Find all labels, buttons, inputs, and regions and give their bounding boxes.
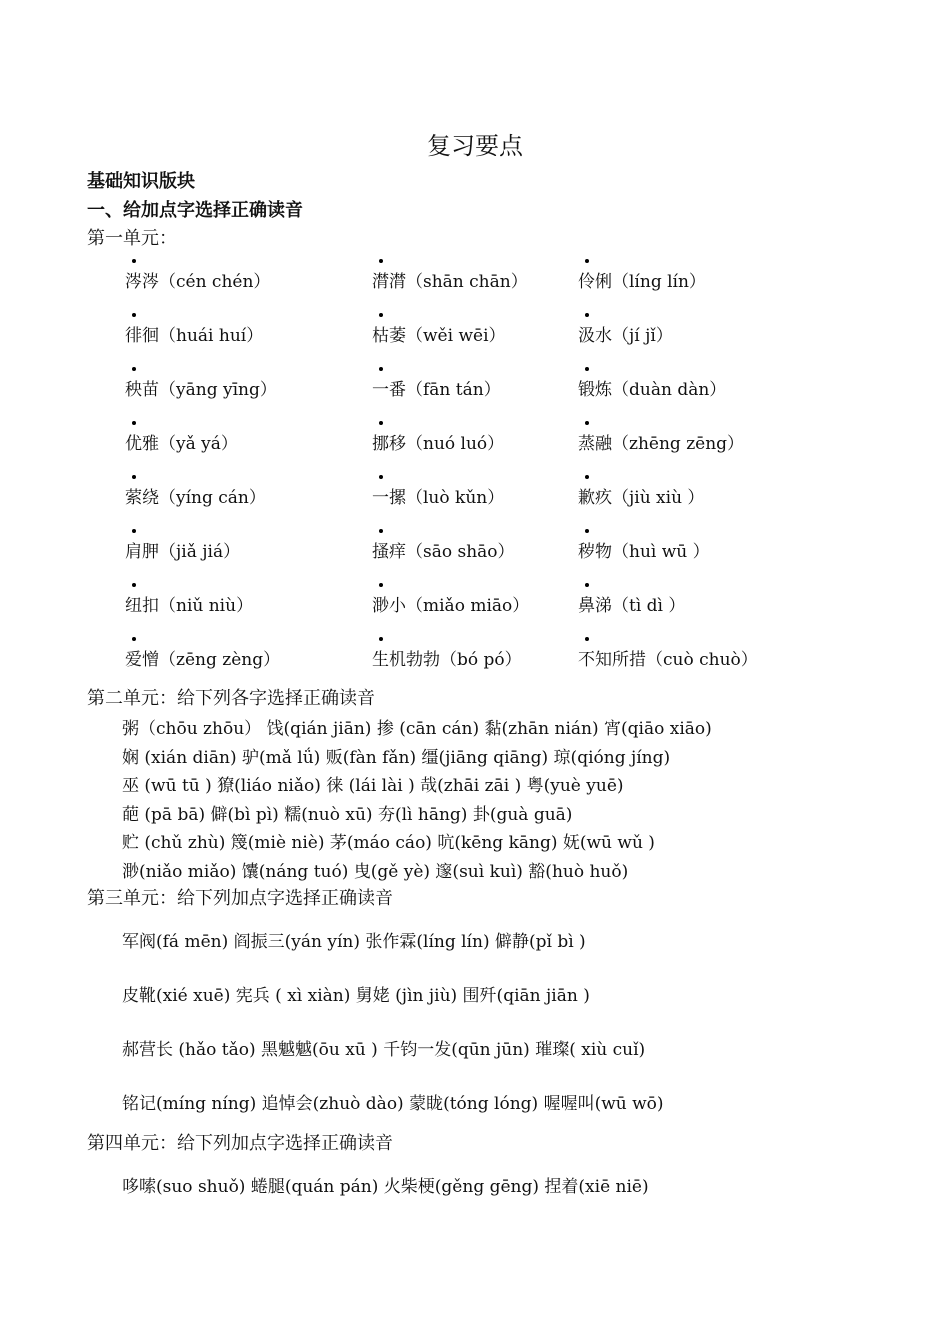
pinyin-item: 蒸融（zhēng zēng） bbox=[578, 434, 745, 454]
emphasis-dot-icon bbox=[132, 583, 136, 587]
emphasis-dot-icon bbox=[132, 313, 136, 317]
pinyin-item: 秧苗（yāng yīng） bbox=[125, 380, 277, 400]
pinyin-item: 秽物（huì wū ） bbox=[578, 542, 710, 562]
pinyin-item: 伶俐（líng lín） bbox=[578, 272, 706, 292]
unit1-row bbox=[0, 591, 950, 617]
emphasis-dot-icon bbox=[585, 259, 589, 263]
unit4-label: 第四单元：给下列加点字选择正确读音 bbox=[87, 1133, 393, 1154]
emphasis-dot-icon bbox=[132, 259, 136, 263]
pinyin-item: 优雅（yǎ yá） bbox=[125, 434, 238, 454]
pinyin-item: 歉疚（jiù xiù ） bbox=[578, 488, 705, 508]
emphasis-dot-icon bbox=[585, 529, 589, 533]
unit1-row bbox=[0, 483, 950, 509]
emphasis-dot-icon bbox=[585, 313, 589, 317]
unit3-label: 第三单元：给下列加点字选择正确读音 bbox=[87, 888, 393, 909]
unit2-line: 粥（chōu zhōu） 饯(qián jiān) 掺 (cān cán) 黏(zhān nián) 宵(qiāo xiāo) bbox=[122, 719, 712, 739]
pinyin-item: 一番（fān tán） bbox=[372, 380, 501, 400]
unit2-line: 葩 (pā bā) 僻(bì pì) 糯(nuò xū) 夯(lì hāng) 卦(guà guā) bbox=[122, 804, 573, 825]
pinyin-item: 潸潸（shān chān） bbox=[372, 272, 528, 292]
pinyin-item: 搔痒（sāo shāo） bbox=[372, 542, 515, 562]
unit1-row bbox=[0, 267, 950, 293]
emphasis-dot-icon bbox=[585, 583, 589, 587]
pinyin-item: 一摞（luò kǔn） bbox=[372, 488, 505, 508]
emphasis-dot-icon bbox=[585, 367, 589, 371]
pinyin-item: 萦绕（yíng cán） bbox=[125, 488, 266, 508]
unit2-line: 贮 (chǔ zhù) 篾(miè niè) 茅(máo cáo) 吭(kēng kāng) 妩(wū wǔ ) bbox=[122, 833, 655, 853]
pinyin-item: 爱憎（zēng zèng） bbox=[125, 650, 281, 670]
emphasis-dot-icon bbox=[379, 259, 383, 263]
emphasis-dot-icon bbox=[379, 529, 383, 533]
emphasis-dot-icon bbox=[379, 583, 383, 587]
unit2-label: 第二单元：给下列各字选择正确读音 bbox=[87, 688, 375, 709]
unit3-line: 军阀(fá mēn) 阎振三(yán yín) 张作霖(líng lín) 僻静(pǐ bì ) bbox=[122, 932, 586, 952]
pinyin-item: 不知所措（cuò chuò） bbox=[578, 650, 758, 670]
emphasis-dot-icon bbox=[585, 475, 589, 479]
unit1-row bbox=[0, 375, 950, 401]
part-heading: 一、给加点字选择正确读音 bbox=[87, 200, 303, 221]
emphasis-dot-icon bbox=[132, 475, 136, 479]
unit1-row bbox=[0, 429, 950, 455]
pinyin-item: 徘徊（huái huí） bbox=[125, 326, 264, 346]
pinyin-item: 枯萎（wěi wēi） bbox=[372, 326, 506, 346]
unit2-line: 渺(niǎo miǎo) 馕(náng tuó) 曳(gě yè) 邃(suì kuì) 豁(huò huǒ) bbox=[122, 861, 629, 882]
unit1-row bbox=[0, 645, 950, 671]
unit4-line: 哆嗦(suo shuǒ) 蜷腿(quán pán) 火柴梗(gěng gēng) 捏着(xiē niē) bbox=[122, 1177, 649, 1197]
unit1-row bbox=[0, 537, 950, 563]
emphasis-dot-icon bbox=[132, 529, 136, 533]
unit1-row bbox=[0, 321, 950, 347]
pinyin-item: 锻炼（duàn dàn） bbox=[578, 380, 727, 400]
pinyin-item: 生机勃勃（bó pó） bbox=[372, 650, 522, 670]
pinyin-item: 汲水（jí jǐ） bbox=[578, 326, 673, 346]
page-title: 复习要点 bbox=[427, 132, 523, 160]
pinyin-item: 鼻涕（tì dì ） bbox=[578, 596, 686, 616]
emphasis-dot-icon bbox=[585, 637, 589, 641]
unit3-line: 郝营长 (hǎo tǎo) 黑魆魆(ōu xū ) 千钧一发(qūn jūn) 璀璨( xiù cuǐ) bbox=[122, 1040, 646, 1060]
pinyin-item: 渺小（miǎo miāo） bbox=[372, 596, 530, 616]
emphasis-dot-icon bbox=[132, 637, 136, 641]
pinyin-item: 挪移（nuó luó） bbox=[372, 434, 505, 454]
pinyin-item: 肩胛（jiǎ jiá） bbox=[125, 542, 241, 562]
emphasis-dot-icon bbox=[379, 637, 383, 641]
section-heading: 基础知识版块 bbox=[87, 171, 195, 192]
unit2-line: 巫 (wū tū ) 獠(liáo niǎo) 徕 (lái lài ) 哉(zhāi zāi ) 粤(yuè yuē) bbox=[122, 776, 624, 796]
pinyin-item: 涔涔（cén chén） bbox=[125, 272, 271, 292]
pinyin-item: 纽扣（niǔ niù） bbox=[125, 596, 254, 616]
emphasis-dot-icon bbox=[379, 367, 383, 371]
unit3-line: 铭记(míng níng) 追悼会(zhuò dào) 蒙眬(tóng lóng) 喔喔叫(wū wō) bbox=[122, 1094, 664, 1114]
unit2-line: 娴 (xián diān) 驴(mǎ lǘ) 贩(fàn fǎn) 缰(jiāng qiāng) 琼(qióng jíng) bbox=[122, 747, 671, 768]
unit1-label: 第一单元： bbox=[87, 228, 177, 249]
emphasis-dot-icon bbox=[379, 421, 383, 425]
emphasis-dot-icon bbox=[132, 421, 136, 425]
emphasis-dot-icon bbox=[379, 475, 383, 479]
emphasis-dot-icon bbox=[132, 367, 136, 371]
unit3-line: 皮靴(xié xuē) 宪兵 ( xì xiàn) 舅姥 (jìn jiù) 围歼(qiān jiān ) bbox=[122, 986, 590, 1006]
emphasis-dot-icon bbox=[379, 313, 383, 317]
emphasis-dot-icon bbox=[585, 421, 589, 425]
